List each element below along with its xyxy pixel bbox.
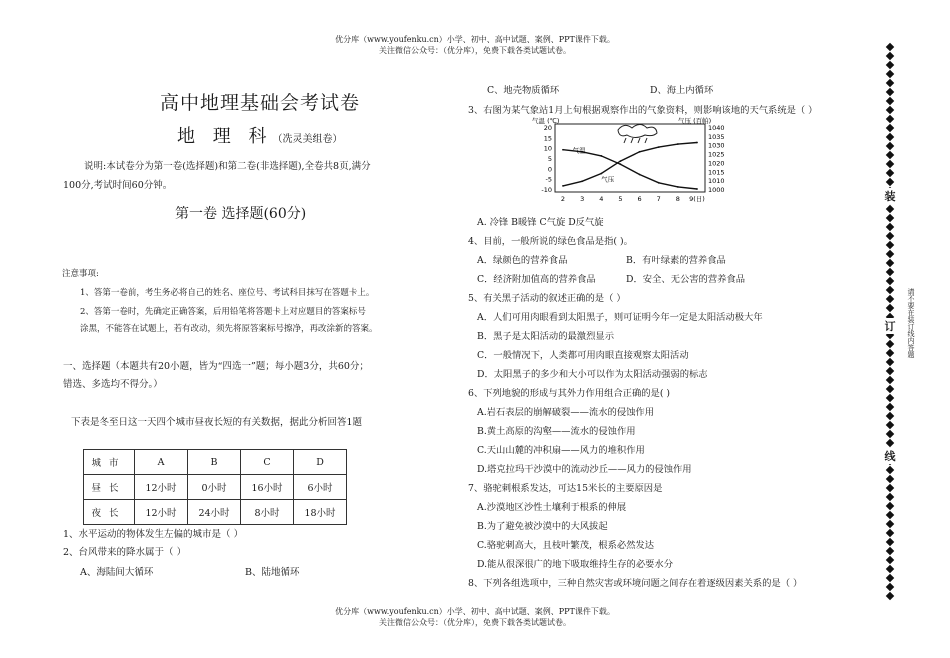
question-6: 6、下列地貌的形成与其外力作用组合正确的是( ) (468, 388, 671, 399)
x-tick-label: 6 (637, 195, 642, 203)
table-cell: 6小时 (294, 475, 347, 500)
binding-diamond (886, 340, 894, 348)
table-cell: 8小时 (241, 500, 294, 525)
binding-diamond (886, 43, 894, 51)
question-7-option-d: D.能从很深很广的地下吸取维持生存的必要水分 (477, 559, 674, 570)
binding-diamond (886, 160, 894, 168)
table-cell: 16小时 (241, 475, 294, 500)
y-right-tick-label: 1015 (708, 168, 725, 177)
question-6-option-d: D.塔克拉玛干沙漠中的流动沙丘——风力的侵蚀作用 (477, 464, 692, 475)
table-header-row (84, 450, 347, 475)
binding-diamond (886, 493, 894, 501)
x-tick-label: 7 (656, 195, 661, 203)
data-point (677, 186, 679, 188)
binding-diamond (886, 133, 894, 141)
table-row (84, 475, 347, 500)
binding-diamond (886, 70, 894, 78)
exam-desc-2: 100分,考试时间60分钟。 (63, 180, 173, 191)
binding-diamond (886, 124, 894, 132)
notice-heading: 注意事项: (62, 269, 99, 279)
data-point (600, 173, 602, 175)
binding-diamond (886, 304, 894, 312)
data-point (658, 146, 660, 148)
binding-note: 请不要在装订线内答题 (907, 288, 915, 358)
binding-diamond (886, 421, 894, 429)
binding-word-ding: 订 (881, 318, 899, 334)
binding-diamond (886, 583, 894, 591)
y-left-tick-label: 0 (547, 165, 552, 174)
table-cell: B (188, 450, 241, 475)
binding-diamond (886, 592, 894, 600)
footer-line-1: 优分库（www.youfenku.cn）小学、初中、高中试题、案例、PPT课件下载。 (335, 607, 615, 616)
table-cell: C (241, 450, 294, 475)
binding-diamond (886, 430, 894, 438)
data-point (562, 149, 564, 151)
series-label-temperature: 气温 (572, 146, 586, 155)
question-4-option-c: C．经济附加值高的营养食品 (477, 274, 596, 285)
data-point (658, 182, 660, 184)
weather-chart (530, 116, 730, 208)
y-right-tick-label: 1035 (708, 132, 725, 141)
question-4-option-a: A．绿颜色的营养食品 (477, 255, 568, 266)
part-title: 第一卷 选择题(60分) (175, 206, 307, 222)
table-intro: 下表是冬至日这一天四个城市昼夜长短的有关数据，据此分析回答1题 (71, 417, 363, 428)
binding-diamond (886, 394, 894, 402)
question-3-options: A. 冷锋 B暖锋 C气旋 D反气旋 (477, 217, 604, 228)
question-7-option-b: B.为了避免被沙漠中的大风拔起 (477, 521, 608, 532)
x-tick-label: 5 (618, 195, 623, 203)
notice-item-1: 1、答第一卷前，考生务必将自己的姓名、座位号、考试科目抹写在答题卡上。 (80, 288, 375, 298)
binding-diamond (886, 115, 894, 123)
binding-diamond (886, 385, 894, 393)
y-left-tick-label: 10 (543, 144, 552, 153)
binding-diamond (886, 565, 894, 573)
y-right-tick-label: 1010 (708, 177, 725, 186)
table-cell: 12小时 (135, 475, 188, 500)
question-5: 5、有关黑子活动的叙述正确的是（ ） (468, 293, 626, 304)
binding-diamond (886, 466, 894, 474)
data-point (600, 155, 602, 157)
question-6-option-c: C.天山山麓的冲积扇——风力的堆积作用 (477, 445, 645, 456)
question-2-option-b: B、陆地循环 (245, 567, 300, 578)
table-cell: D (294, 450, 347, 475)
binding-diamond (886, 223, 894, 231)
notice-item-2-line-2: 涂黑，不能答在试题上，若有改动，须先将原答案标号擦净，再改涂新的答案。 (80, 324, 378, 334)
binding-diamond (886, 520, 894, 528)
table-cell: A (135, 450, 188, 475)
y-right-tick-label: 1040 (708, 124, 725, 132)
exam-desc-1: 说明:本试卷分为第一卷(选择题)和第二卷(非选择题),全卷共8页,满分 (84, 161, 371, 172)
binding-diamond (886, 484, 894, 492)
binding-diamond (886, 529, 894, 537)
table-cell: 24小时 (188, 500, 241, 525)
binding-diamond (886, 250, 894, 258)
question-5-option-b: B．黑子是太阳活动的最激烈显示 (477, 331, 614, 342)
question-2-option-a: A、海陆间大循环 (80, 567, 154, 578)
x-tick-label: 9(日) (689, 195, 705, 203)
x-tick-label: 4 (599, 195, 604, 203)
binding-diamond (886, 61, 894, 69)
x-tick-label: 3 (580, 195, 585, 203)
binding-diamond (886, 349, 894, 357)
binding-diamond (886, 241, 894, 249)
binding-diamond (886, 151, 894, 159)
binding-diamond (886, 403, 894, 411)
binding-diamond (886, 358, 894, 366)
question-5-option-c: C．一般情况下，人类都可用肉眼直接观察太阳活动 (477, 350, 689, 361)
question-1: 1、水平运动的物体发生左偏的城市是（ ） (63, 529, 244, 540)
table-cell: 12小时 (135, 500, 188, 525)
notice-item-2-line-1: 2、答第一卷时，先确定正确答案，后用铅笔将答题卡上对应题目的答案标号 (80, 307, 366, 317)
question-8: 8、下列各组选项中，三种自然灾害或环境问题之间存在着逐级因素关系的是（ ） (468, 578, 803, 589)
binding-diamond (886, 232, 894, 240)
series-label-pressure: 气压 (601, 175, 615, 184)
y-left-tick-label: -5 (545, 175, 552, 184)
header-line-2: 关注微信公众号：（优分库），免费下载各类试题试卷。 (379, 46, 571, 55)
question-5-option-d: D．太阳黑子的多少和大小可以作为太阳活动强弱的标志 (477, 369, 708, 380)
y-right-tick-label: 1000 (708, 186, 725, 194)
binding-diamond (886, 511, 894, 519)
subject-note: （冼灵美组卷） (272, 134, 343, 145)
y-right-axis-label: 气压 (百帕) (678, 117, 712, 125)
binding-diamond (886, 295, 894, 303)
binding-diamond (886, 88, 894, 96)
data-point (581, 180, 583, 182)
binding-diamond (886, 97, 894, 105)
question-5-option-a: A．人们可用肉眼看到太阳黑子，则可证明今年一定是太阳活动极大年 (477, 312, 763, 323)
subject-title (177, 122, 342, 148)
binding-diamond (886, 214, 894, 222)
binding-diamond (886, 547, 894, 555)
binding-diamond (886, 277, 894, 285)
binding-word-zhuang: 装 (881, 188, 899, 204)
table-cell: 0小时 (188, 475, 241, 500)
y-left-tick-label: 15 (543, 134, 552, 143)
binding-diamond (886, 475, 894, 483)
x-tick-label: 8 (675, 195, 680, 203)
binding-diamond (886, 52, 894, 60)
city-daylength-table (83, 449, 347, 525)
binding-diamond (886, 439, 894, 447)
y-left-axis-label: 气温 (℃) (532, 117, 560, 125)
question-2: 2、台风带来的降水属于（ ） (63, 547, 187, 558)
footer-line-2: 关注微信公众号：（优分库），免费下载各类试题试卷。 (379, 618, 571, 627)
binding-diamond (886, 259, 894, 267)
y-right-tick-label: 1020 (708, 159, 725, 168)
question-7-option-c: C.骆驼刺高大，且枝叶繁茂，根系必然发达 (477, 540, 655, 551)
question-4-option-d: D．安全、无公害的营养食品 (626, 274, 746, 285)
question-7-option-a: A.沙漠地区沙性土壤利于根系的伸展 (477, 502, 627, 513)
cloud-rain-icon (618, 125, 657, 144)
table-cell: 昼长 (84, 475, 135, 500)
table-cell: 夜长 (84, 500, 135, 525)
binding-diamond (886, 412, 894, 420)
table-cell: 城市 (84, 450, 135, 475)
y-right-tick-label: 1030 (708, 141, 725, 150)
y-left-tick-label: -10 (541, 186, 552, 194)
binding-diamond (886, 376, 894, 384)
data-point (639, 174, 641, 176)
binding-diamond (886, 106, 894, 114)
series-line-1 (563, 150, 697, 189)
binding-diamond (886, 286, 894, 294)
exam-title: 高中地理基础会考试卷 (160, 92, 361, 114)
binding-diamond (886, 169, 894, 177)
y-right-tick-label: 1025 (708, 150, 725, 159)
binding-diamond (886, 367, 894, 375)
data-point (639, 151, 641, 153)
data-point (677, 143, 679, 145)
data-point (620, 163, 622, 165)
y-left-tick-label: 5 (547, 155, 552, 163)
binding-diamond (886, 556, 894, 564)
data-point (620, 160, 622, 162)
x-tick-label: 2 (560, 195, 566, 203)
binding-diamond (886, 142, 894, 150)
binding-diamond (886, 178, 894, 186)
header-line-1: 优分库（www.youfenku.cn）小学、初中、高中试题、案例、PPT课件下载。 (335, 35, 615, 44)
binding-diamond (886, 79, 894, 87)
question-4: 4、目前，一般所说的绿色食品是指( )。 (468, 236, 633, 247)
section1-line-2: 错选、多选均不得分。） (63, 379, 163, 390)
question-6-option-a: A.岩石表层的崩解破裂——流水的侵蚀作用 (477, 407, 655, 418)
question-2-option-d: D、海上内循环 (650, 85, 714, 96)
binding-diamond (886, 502, 894, 510)
data-point (696, 188, 698, 190)
y-left-tick-label: 20 (543, 124, 552, 132)
data-point (696, 142, 698, 144)
subject-name: 地 理 科 (177, 126, 273, 147)
table-row (84, 500, 347, 525)
question-7: 7、骆驼刺根系发达，可达15米长的主要原因是 (468, 483, 663, 494)
binding-diamond (886, 205, 894, 213)
question-4-option-b: B．有叶绿素的营养食品 (626, 255, 726, 266)
question-6-option-b: B.黄土高原的沟壑——流水的侵蚀作用 (477, 426, 636, 437)
table-cell: 18小时 (294, 500, 347, 525)
section1-line-1: 一、选择题（本题共有20小题，皆为“四选一”题；每小题3分，共60分； (63, 361, 369, 372)
binding-word-xian: 线 (881, 448, 899, 464)
binding-diamond (886, 574, 894, 582)
question-3: 3、右图为某气象站1月上旬根据观察作出的气象资料，则影响该地的天气系统是（ ） (468, 105, 818, 116)
binding-diamond (886, 268, 894, 276)
question-2-option-c: C、地壳物质循环 (487, 85, 560, 96)
data-point (562, 185, 564, 187)
binding-diamond (886, 538, 894, 546)
